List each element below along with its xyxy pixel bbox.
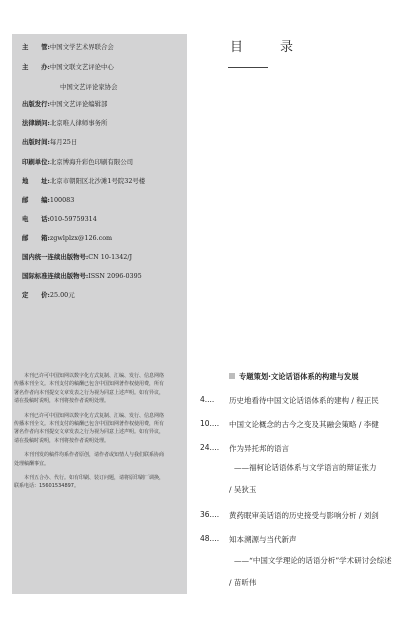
toc-page-number: 36.... (200, 510, 220, 519)
masthead-row: 出版时间:每月25日 (22, 138, 78, 146)
notice-paragraph: 本刊刊发的稿件均系作者原创，请作者或知情人与我们联系协商处理稿酬事宜。 (14, 452, 165, 467)
toc-title: 目 录 (230, 40, 306, 55)
toc-entry-title: 黄药眠审美话语的历史接受与影响分析 / 刘剑 (229, 511, 379, 520)
masthead-row: 邮 编:100083 (22, 196, 75, 204)
toc-entry-title: 作为异托邦的语言 (229, 444, 289, 453)
toc-page-number: 24.... (200, 443, 220, 452)
masthead-row: 中国文艺评论家协会 (60, 83, 118, 91)
masthead-panel (12, 34, 187, 594)
masthead-row: 国内统一连续出版物号:CN 10-1342/J (22, 253, 133, 261)
masthead-row: 主 办:中国文联文艺评论中心 (22, 63, 114, 71)
toc-entry-title: 知本溯源与当代新声 (229, 535, 297, 544)
notice-paragraph: 本刊已许可中国知网以数字化方式复制、汇编、发行、信息网络传播本刊全文。本刊支付的稿酬已包含中国知网著作权使用费，所有署名作者向本刊提交文章发表之行为视为同意上述声明。如有异议，请在投稿时说明，本刊将按作者说明处理。 (14, 373, 165, 405)
masthead-row: 印刷单位:北京博海升彩色印刷有限公司 (22, 158, 133, 166)
masthead-row: 邮 箱:zgwlplzx@126.com (22, 234, 113, 242)
notice-paragraph: 本刊已许可中国知网以数字化方式复制、汇编、发行、信息网络传播本刊全文。本刊支付的稿酬已包含中国知网著作权使用费，所有署名作者向本刊提交文章发表之行为视为同意上述声明。如有异议，请在投稿时说明，本刊将按作者说明处理。 (14, 412, 165, 444)
toc-entry-title: 中国文论概念的古今之变及其融会策略 / 李健 (229, 420, 379, 429)
masthead-row: 主 管:中国文学艺术界联合会 (22, 43, 114, 51)
copyright-notice (14, 372, 164, 497)
masthead-row: 电 话:010-59759314 (22, 215, 97, 223)
toc-page-number: 10.... (200, 419, 220, 428)
toc-title-rule (228, 67, 268, 68)
masthead-row: 地 址:北京市朝阳区北沙滩1号院32号楼 (22, 177, 146, 185)
masthead-row: 法律顾问:北京唯人律师事务所 (22, 119, 108, 127)
masthead-row: 出版发行:中国文艺评论编辑部 (22, 100, 108, 108)
toc-section-heading: 专题策划·文论话语体系的构建与发展 (229, 372, 359, 382)
notice-paragraph: 本刊五合办、代行。如有印刷、装订问题，请将原印刷厂调换，联系电话：15601534897。 (14, 475, 165, 490)
masthead-row: 定 价:25.00元 (22, 291, 75, 299)
toc-page-number: 4.... (200, 395, 215, 404)
toc-page-number: 48.... (200, 534, 220, 543)
toc-entry-title: 历史地看待中国文论话语体系的建构 / 程正民 (229, 396, 379, 405)
masthead-row: 国际标准连续出版物号:ISSN 2096-0395 (22, 272, 142, 280)
square-bullet-icon (229, 373, 235, 379)
